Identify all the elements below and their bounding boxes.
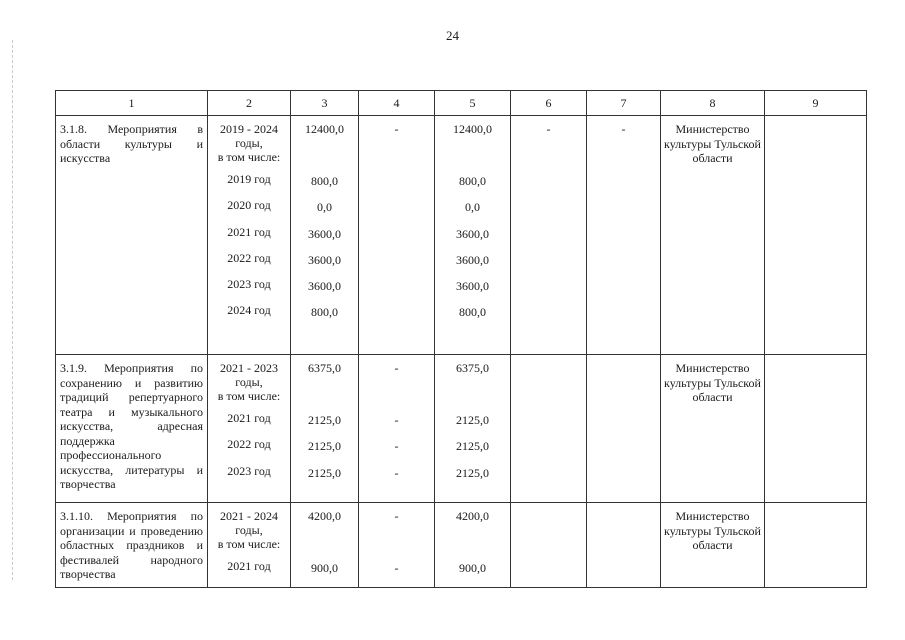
column-7-value: - bbox=[621, 122, 626, 136]
column-9 bbox=[765, 355, 867, 503]
year-label: 2024 год bbox=[227, 303, 271, 318]
column-header: 6 bbox=[511, 91, 587, 116]
period-cell bbox=[208, 355, 291, 503]
year-label: 2021 год bbox=[227, 411, 271, 425]
responsible-executor: Министерство культуры Тульской области bbox=[664, 509, 761, 552]
column-7 bbox=[587, 355, 661, 503]
total-amount-total: 6375,0 bbox=[308, 361, 341, 375]
column-4-year-value bbox=[359, 174, 434, 200]
column-4-year-value: - bbox=[394, 561, 399, 575]
activity-name: 3.1.8. Мероприятия в области культуры и искусства bbox=[60, 122, 203, 165]
scan-margin-marks bbox=[12, 40, 15, 580]
column-9 bbox=[765, 116, 867, 355]
activity-name-cell bbox=[56, 355, 208, 503]
column-header: 2 bbox=[208, 91, 291, 116]
total-amount bbox=[291, 355, 359, 503]
column-4-year-value: - bbox=[394, 413, 399, 427]
column-header: 4 bbox=[359, 91, 435, 116]
column-6-value: - bbox=[546, 122, 551, 136]
period-cell bbox=[208, 503, 291, 588]
period-line: годы, bbox=[235, 136, 263, 150]
column-4 bbox=[359, 503, 435, 588]
responsible-executor-cell bbox=[661, 355, 765, 503]
responsible-executor: Министерство культуры Тульской области bbox=[664, 361, 761, 404]
column-4-year-value bbox=[359, 305, 434, 331]
section-row bbox=[56, 503, 867, 588]
total-amount-year-value: 2125,0 bbox=[308, 439, 341, 454]
column-header: 1 bbox=[56, 91, 208, 116]
column-5-year-value: 2125,0 bbox=[456, 439, 489, 454]
column-4-year-value bbox=[359, 227, 434, 253]
column-6 bbox=[511, 116, 587, 355]
period-line: годы, bbox=[235, 523, 263, 537]
column-6 bbox=[511, 355, 587, 503]
column-5 bbox=[435, 355, 511, 503]
column-6-value bbox=[511, 509, 586, 523]
column-5 bbox=[435, 116, 511, 355]
total-amount bbox=[291, 503, 359, 588]
column-9 bbox=[765, 503, 867, 588]
column-7 bbox=[587, 116, 661, 355]
column-4-year-value bbox=[359, 200, 434, 226]
column-5-year-value: 2125,0 bbox=[456, 413, 489, 427]
year-label: 2023 год bbox=[227, 277, 271, 292]
section-row bbox=[56, 355, 867, 503]
column-4-year-value bbox=[359, 279, 434, 305]
total-amount-year-value: 900,0 bbox=[311, 561, 338, 575]
total-amount-year-value: 800,0 bbox=[311, 174, 338, 188]
column-6-value bbox=[511, 361, 586, 375]
column-5-total: 4200,0 bbox=[456, 509, 489, 523]
activity-name: 3.1.10. Мероприятия по организации и проведению областных праздников и фестивалей народного творчества bbox=[60, 509, 203, 581]
year-label: 2021 год bbox=[227, 559, 271, 573]
total-amount-year-value: 2125,0 bbox=[308, 413, 341, 427]
column-5-year-value: 0,0 bbox=[465, 200, 480, 215]
column-4-total: - bbox=[394, 509, 399, 523]
column-header: 8 bbox=[661, 91, 765, 116]
column-6 bbox=[511, 503, 587, 588]
activity-name-cell bbox=[56, 503, 208, 588]
column-5-year-value: 3600,0 bbox=[456, 252, 489, 267]
column-4-year-value bbox=[359, 253, 434, 279]
column-header: 3 bbox=[291, 91, 359, 116]
column-7 bbox=[587, 503, 661, 588]
column-4-total: - bbox=[394, 122, 399, 136]
total-amount-total: 12400,0 bbox=[305, 122, 344, 136]
total-amount-year-value: 800,0 bbox=[311, 305, 338, 320]
year-label: 2019 год bbox=[227, 172, 271, 186]
column-5-total: 6375,0 bbox=[456, 361, 489, 375]
activity-name: 3.1.9. Мероприятия по сохранению и развитию традиций репертуарного театра и музыкального искусства, адресная поддержка профессионального искусства, литературы и творчества bbox=[60, 361, 203, 491]
period-line: в том числе: bbox=[217, 389, 281, 403]
column-4 bbox=[359, 116, 435, 355]
column-5-year-value: 3600,0 bbox=[456, 279, 489, 294]
year-label: 2021 год bbox=[227, 224, 271, 239]
column-7-value bbox=[587, 509, 660, 523]
year-label: 2022 год bbox=[227, 437, 271, 452]
column-7-value bbox=[587, 361, 660, 375]
column-header: 5 bbox=[435, 91, 511, 116]
total-amount bbox=[291, 116, 359, 355]
year-label: 2020 год bbox=[227, 198, 271, 213]
column-5-year-value: 800,0 bbox=[459, 305, 486, 320]
total-amount-year-value: 0,0 bbox=[317, 200, 332, 215]
header-row bbox=[56, 91, 867, 116]
column-header: 7 bbox=[587, 91, 661, 116]
total-amount-year-value: 3600,0 bbox=[308, 226, 341, 241]
column-header: 9 bbox=[765, 91, 867, 116]
column-4-year-value: - bbox=[394, 465, 399, 480]
responsible-executor: Министерство культуры Тульской области bbox=[664, 122, 761, 165]
column-5-total: 12400,0 bbox=[453, 122, 492, 136]
year-label: 2022 год bbox=[227, 250, 271, 265]
page-number: 24 bbox=[446, 28, 459, 43]
activity-name-cell bbox=[56, 116, 208, 355]
column-5 bbox=[435, 503, 511, 588]
section-row bbox=[56, 116, 867, 355]
column-4 bbox=[359, 355, 435, 503]
period-line: 2021 - 2024 bbox=[220, 509, 278, 523]
total-amount-year-value: 2125,0 bbox=[308, 465, 341, 480]
budget-table bbox=[55, 90, 867, 588]
period-line: в том числе: bbox=[217, 150, 281, 164]
total-amount-total: 4200,0 bbox=[308, 509, 341, 523]
responsible-executor-cell bbox=[661, 116, 765, 355]
year-label: 2023 год bbox=[227, 463, 271, 478]
column-4-year-value: - bbox=[394, 439, 399, 454]
column-5-year-value: 2125,0 bbox=[456, 465, 489, 480]
period-line: годы, bbox=[235, 375, 263, 389]
period-line: 2021 - 2023 bbox=[220, 361, 278, 375]
total-amount-year-value: 3600,0 bbox=[308, 279, 341, 294]
responsible-executor-cell bbox=[661, 503, 765, 588]
column-5-year-value: 800,0 bbox=[459, 174, 486, 188]
period-cell bbox=[208, 116, 291, 355]
column-5-year-value: 3600,0 bbox=[456, 226, 489, 241]
period-line: 2019 - 2024 bbox=[220, 122, 278, 136]
column-5-year-value: 900,0 bbox=[459, 561, 486, 575]
total-amount-year-value: 3600,0 bbox=[308, 252, 341, 267]
column-4-total: - bbox=[394, 361, 399, 375]
period-line: в том числе: bbox=[217, 537, 281, 551]
